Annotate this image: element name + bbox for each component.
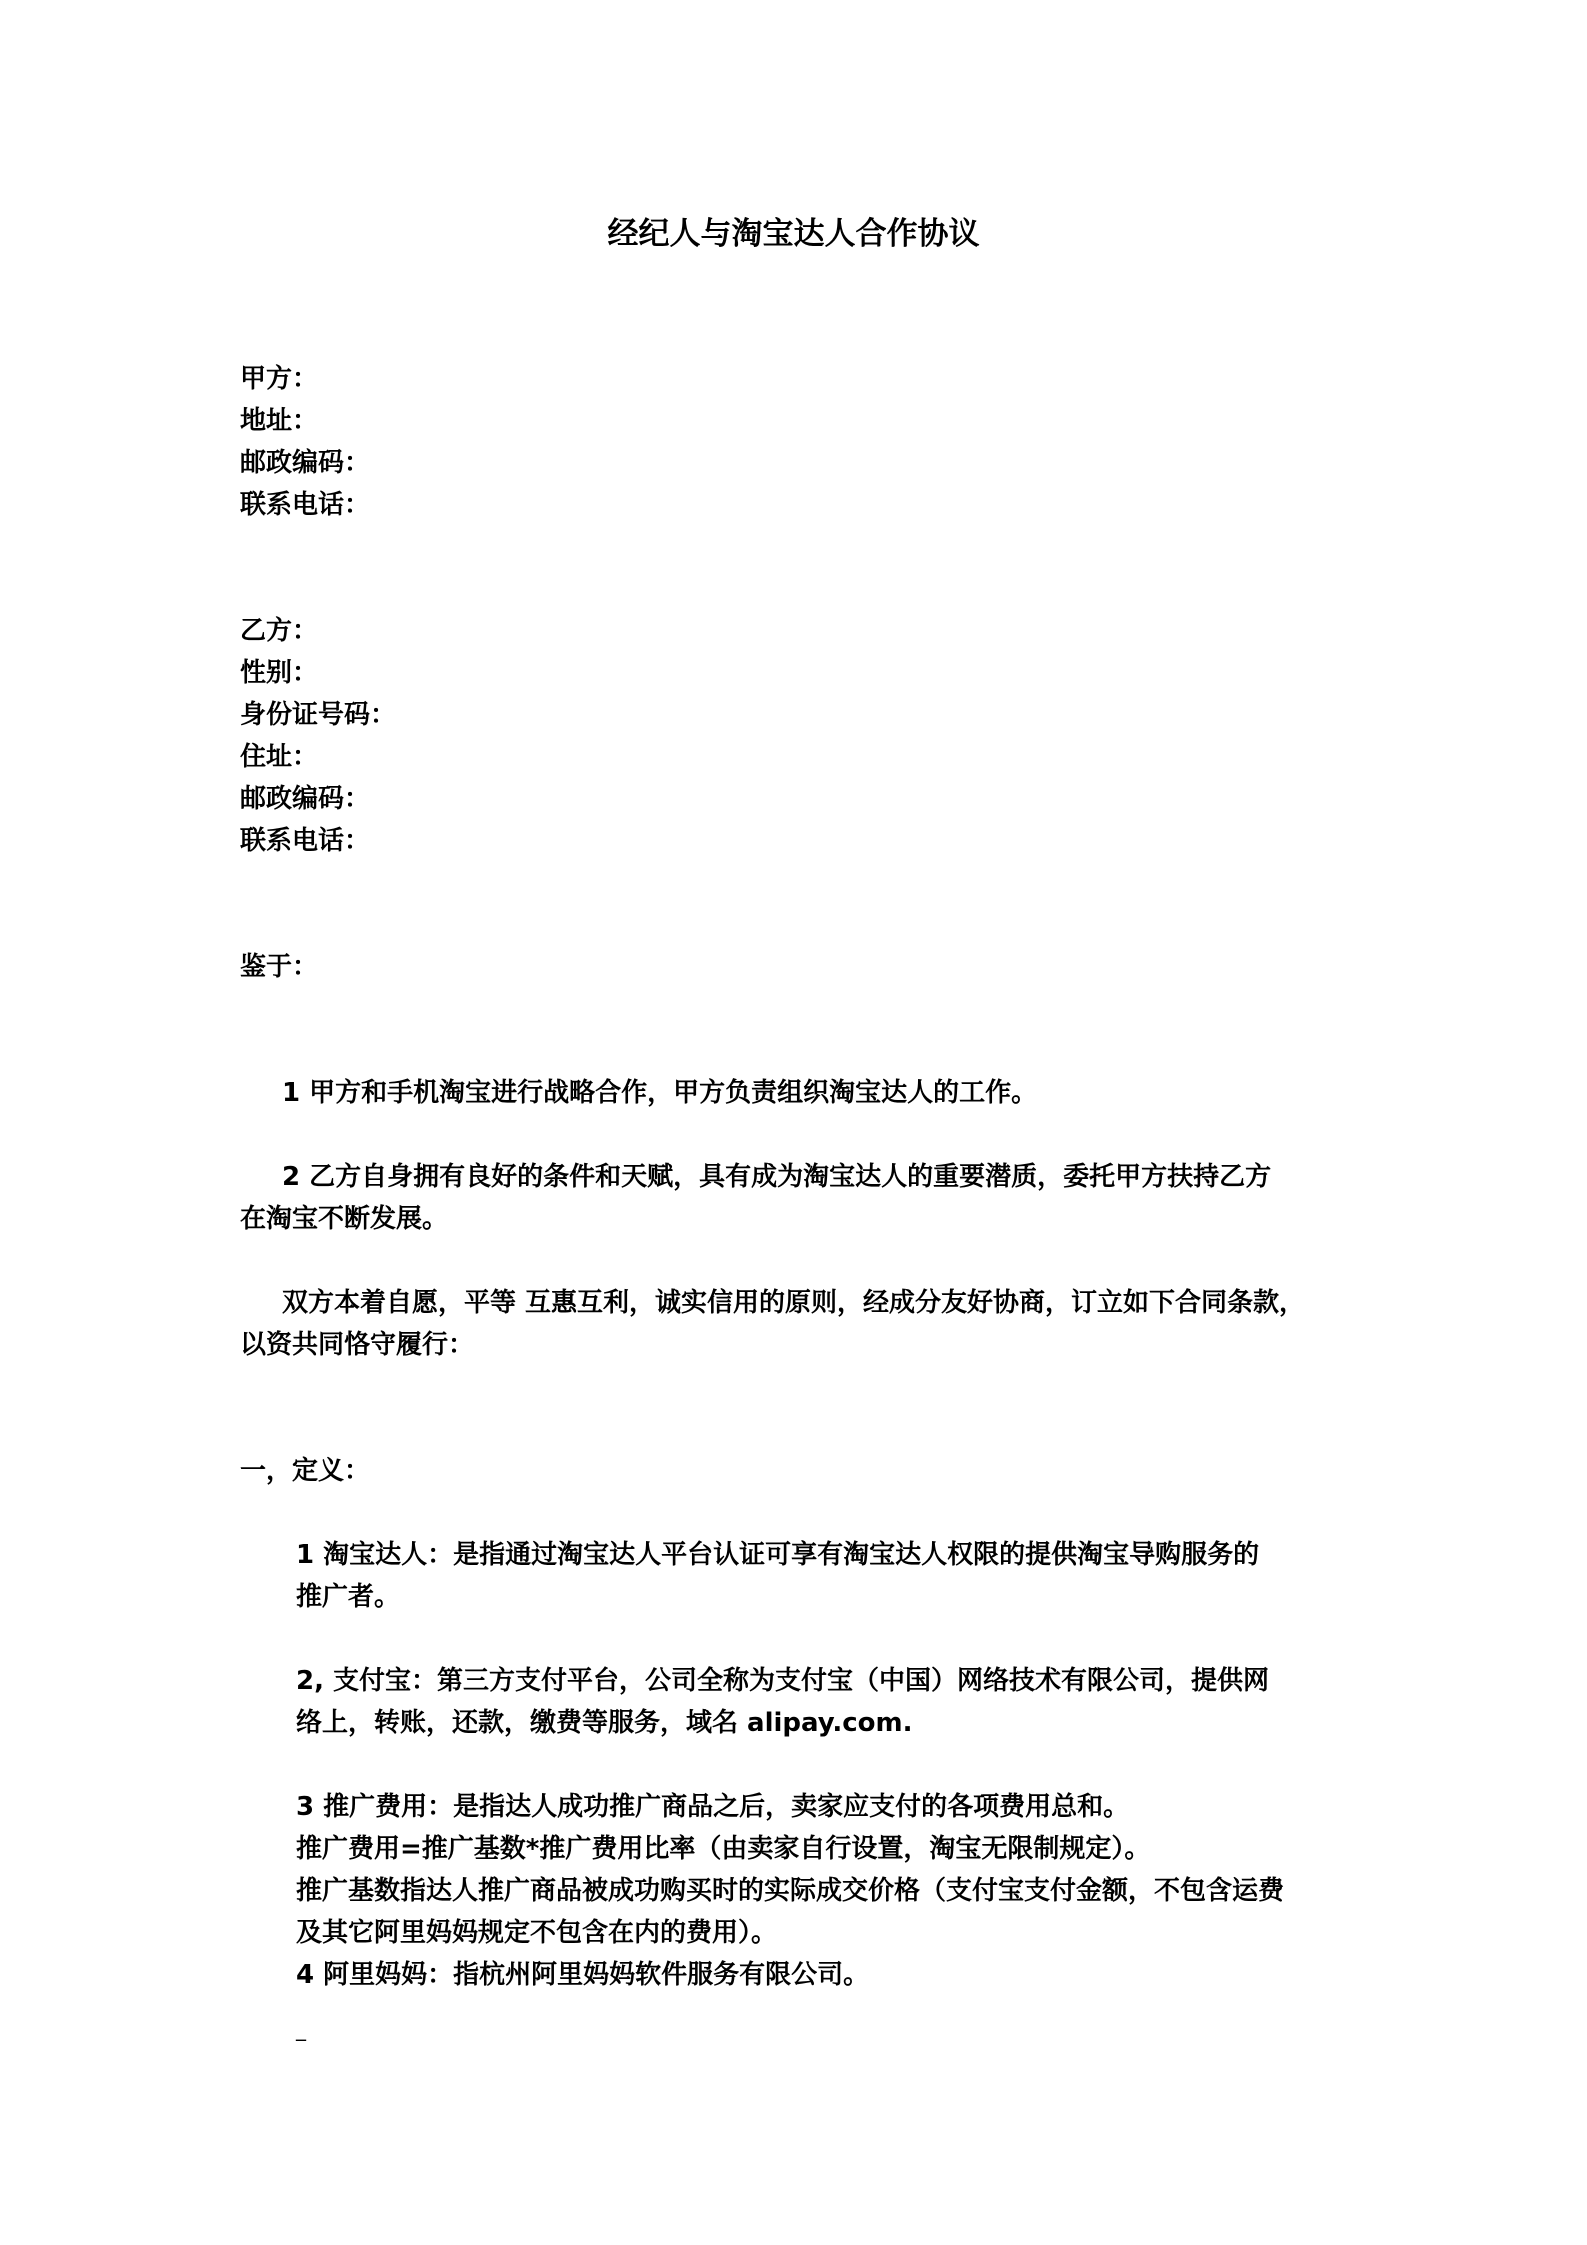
party-b-phone: 联系电话： xyxy=(240,826,371,856)
party-a-label: 甲方： xyxy=(240,364,319,394)
agreement-line-2: 以资共同恪守履行： xyxy=(240,1330,475,1360)
whereas-item-2-line-1: 2 乙方自身拥有良好的条件和天赋，具有成为淘宝达人的重要潜质，委托甲方扶持乙方 xyxy=(282,1162,1272,1192)
definition-3-line-2: 推广费用=推广基数*推广费用比率（由卖家自行设置，淘宝无限制规定）。 xyxy=(296,1834,1151,1864)
party-b-id-number: 身份证号码： xyxy=(240,700,397,730)
definition-2-line-2: 络上，转账，还款，缴费等服务，域名 alipay.com. xyxy=(296,1708,913,1738)
whereas-item-2-line-2: 在淘宝不断发展。 xyxy=(240,1204,449,1234)
party-a-address: 地址： xyxy=(240,406,319,436)
document-title: 经纪人与淘宝达人合作协议 xyxy=(607,216,980,252)
party-a-phone: 联系电话： xyxy=(240,490,371,520)
definition-4: 4 阿里妈妈：指杭州阿里妈妈软件服务有限公司。 xyxy=(296,1960,870,1990)
section-1-heading: 一，定义： xyxy=(240,1456,371,1486)
party-b-postal-code: 邮政编码： xyxy=(240,784,371,814)
definition-1-line-2: 推广者。 xyxy=(296,1582,401,1612)
party-a-postal-code: 邮政编码： xyxy=(240,448,371,478)
definition-3-line-1: 3 推广费用：是指达人成功推广商品之后，卖家应支付的各项费用总和。 xyxy=(296,1792,1130,1822)
party-b-gender: 性别： xyxy=(240,658,319,688)
party-b-label: 乙方： xyxy=(240,616,319,646)
whereas-item-1: 1 甲方和手机淘宝进行战略合作，甲方负责组织淘宝达人的工作。 xyxy=(282,1078,1038,1108)
definition-1-line-1: 1 淘宝达人：是指通过淘宝达人平台认证可享有淘宝达人权限的提供淘宝导购服务的 xyxy=(296,1540,1260,1570)
definition-2-line-1: 2, 支付宝：第三方支付平台，公司全称为支付宝（中国）网络技术有限公司，提供网 xyxy=(296,1666,1270,1696)
party-b-residence: 住址： xyxy=(240,742,319,772)
trailing-mark: _ xyxy=(296,2017,306,2041)
definition-3-line-4: 及其它阿里妈妈规定不包含在内的费用）。 xyxy=(296,1918,778,1948)
whereas-heading: 鉴于： xyxy=(240,952,319,982)
agreement-line-1: 双方本着自愿，平等 互惠互利，诚实信用的原则，经成分友好协商，订立如下合同条款， xyxy=(282,1288,1306,1318)
definition-3-line-3: 推广基数指达人推广商品被成功购买时的实际成交价格（支付宝支付金额，不包含运费 xyxy=(296,1876,1285,1906)
